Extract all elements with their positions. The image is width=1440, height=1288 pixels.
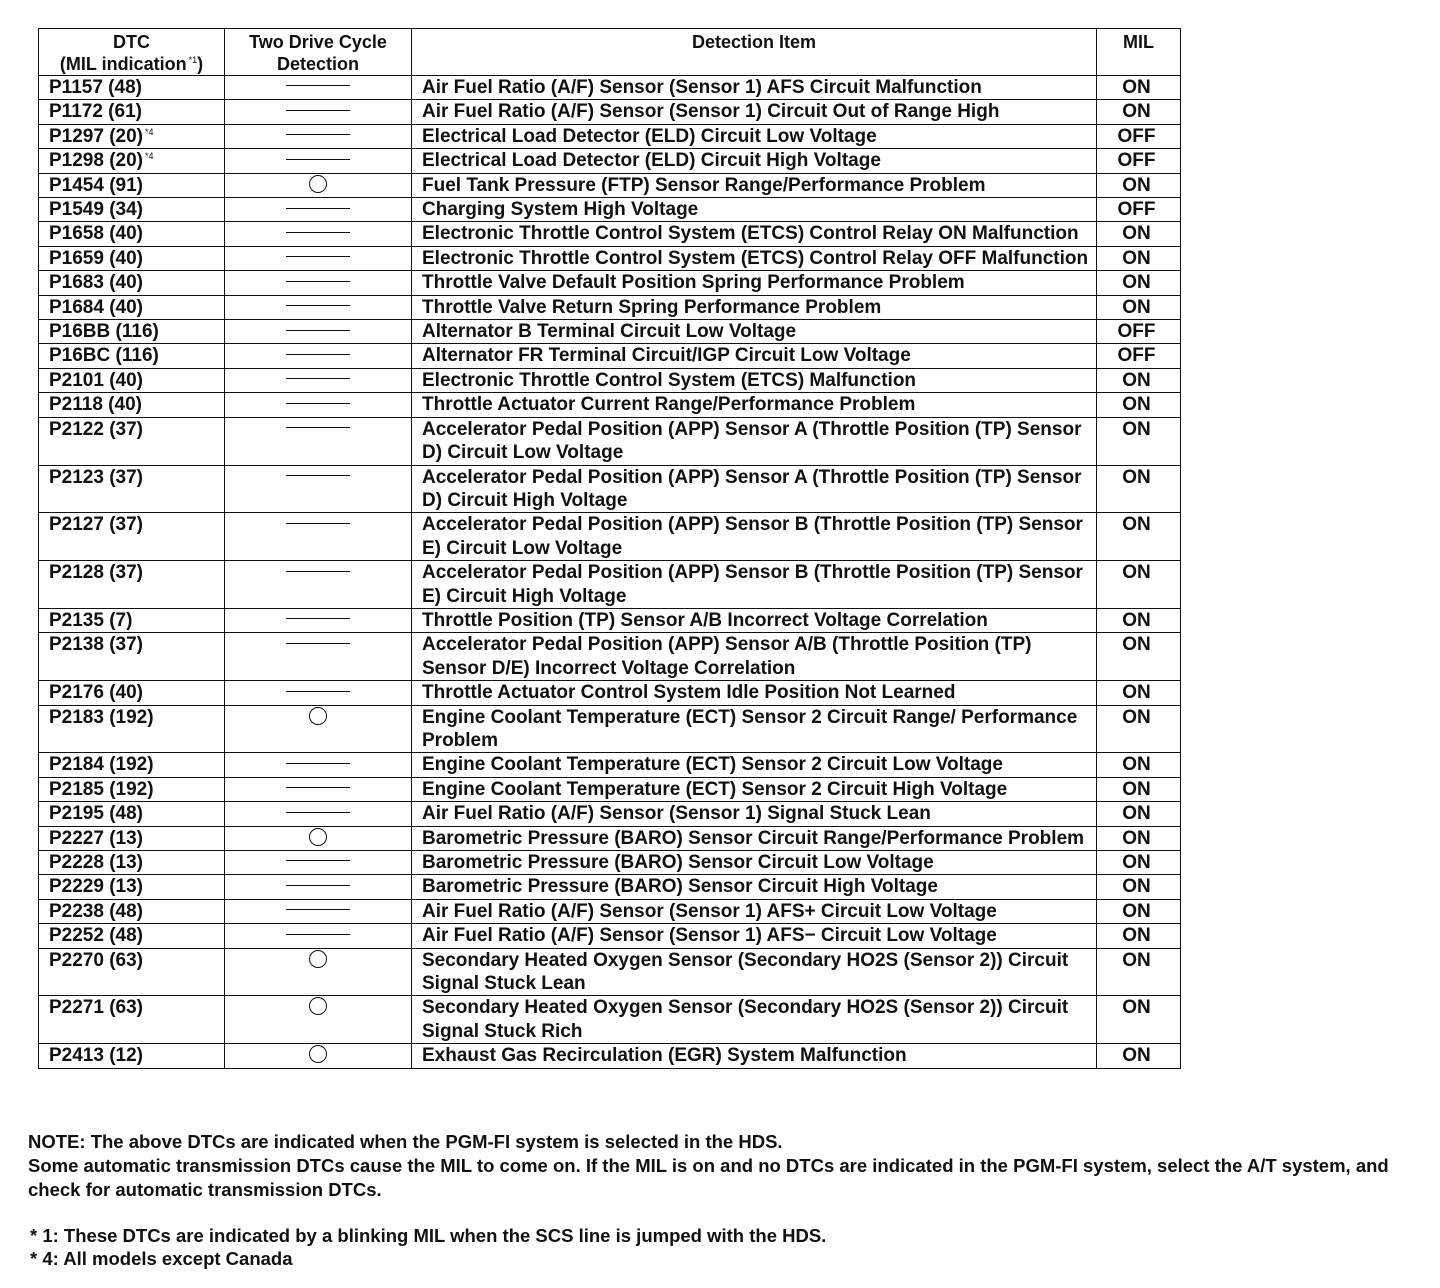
mil-status: ON: [1097, 513, 1181, 561]
mil-status: ON: [1097, 875, 1181, 899]
dtc-code: P2138 (37): [49, 634, 144, 656]
two-drive-cycle-cell: [225, 777, 412, 801]
detection-item: Fuel Tank Pressure (FTP) Sensor Range/Performance Problem: [412, 173, 1097, 197]
table-row: [39, 899, 1181, 923]
two-drive-cycle-cell: [225, 124, 412, 148]
two-drive-cycle-circle-icon: [309, 707, 327, 725]
dtc-code: P2184 (192): [49, 754, 154, 776]
detection-item: Secondary Heated Oxygen Sensor (Secondary HO2S (Sensor 2)) Circuit Signal Stuck Lean: [412, 948, 1097, 996]
two-drive-cycle-cell: [225, 222, 412, 246]
dtc-code: P2229 (13): [49, 876, 144, 898]
mil-status: ON: [1097, 561, 1181, 609]
dtc-code: P16BB (116): [49, 321, 159, 343]
not-applicable-dash-icon: [286, 354, 350, 355]
dtc-code: P1454 (91): [49, 174, 144, 196]
dtc-code: P16BC (116): [49, 345, 159, 367]
mil-status: ON: [1097, 851, 1181, 875]
detection-item: Engine Coolant Temperature (ECT) Sensor 2 Circuit High Voltage: [412, 777, 1097, 801]
header-dtc: [39, 29, 225, 76]
mil-status: OFF: [1097, 149, 1181, 173]
dtc-code: P2118 (40): [49, 394, 142, 416]
dtc-code-cell: [39, 513, 225, 561]
detection-item: Accelerator Pedal Position (APP) Sensor B (Throttle Position (TP) Sensor E) Circuit Low Voltage: [412, 513, 1097, 561]
dtc-code-cell: [39, 826, 225, 850]
two-drive-cycle-cell: [225, 344, 412, 368]
header-two-line1: Two Drive Cycle: [249, 32, 387, 52]
dtc-code-cell: [39, 1044, 225, 1068]
detection-item: Air Fuel Ratio (A/F) Sensor (Sensor 1) AFS+ Circuit Low Voltage: [412, 899, 1097, 923]
two-drive-cycle-cell: [225, 633, 412, 681]
not-applicable-dash-icon: [286, 523, 350, 524]
mil-status: ON: [1097, 924, 1181, 948]
dtc-code-cell: [39, 76, 225, 100]
table-row: [39, 271, 1181, 295]
dtc-code: P2122 (37): [49, 418, 144, 440]
dtc-code: P2127 (37): [49, 514, 144, 536]
two-drive-cycle-cell: [225, 271, 412, 295]
dtc-code: P2252 (48): [49, 925, 144, 947]
footnote-1: * 1: These DTCs are indicated by a blinking MIL when the SCS line is jumped with the HDS.: [30, 1225, 827, 1246]
dtc-footnote-mark: *4: [145, 151, 154, 162]
dtc-code-cell: [39, 777, 225, 801]
dtc-code-cell: [39, 124, 225, 148]
table-header-row: [39, 29, 1181, 76]
header-mil: MIL: [1097, 29, 1181, 76]
dtc-code-cell: [39, 924, 225, 948]
not-applicable-dash-icon: [286, 208, 350, 209]
dtc-code: P2227 (13): [49, 827, 144, 849]
two-drive-cycle-cell: [225, 76, 412, 100]
dtc-code: P1298 (20): [49, 150, 144, 172]
two-drive-cycle-cell: [225, 561, 412, 609]
two-drive-cycle-circle-icon: [309, 997, 327, 1015]
table-row: [39, 753, 1181, 777]
not-applicable-dash-icon: [286, 427, 350, 428]
detection-item: Exhaust Gas Recirculation (EGR) System Malfunction: [412, 1044, 1097, 1068]
mil-status: OFF: [1097, 198, 1181, 222]
dtc-code: P2123 (37): [49, 466, 144, 488]
dtc-code-cell: [39, 753, 225, 777]
detection-item: Electrical Load Detector (ELD) Circuit High Voltage: [412, 149, 1097, 173]
not-applicable-dash-icon: [286, 134, 350, 135]
not-applicable-dash-icon: [286, 860, 350, 861]
mil-status: ON: [1097, 996, 1181, 1044]
mil-status: ON: [1097, 417, 1181, 465]
detection-item: Barometric Pressure (BARO) Sensor Circuit Low Voltage: [412, 851, 1097, 875]
dtc-code-cell: [39, 802, 225, 826]
table-row: [39, 875, 1181, 899]
not-applicable-dash-icon: [286, 110, 350, 111]
two-drive-cycle-cell: [225, 149, 412, 173]
mil-status: ON: [1097, 899, 1181, 923]
two-drive-cycle-circle-icon: [309, 950, 327, 968]
dtc-code-cell: [39, 875, 225, 899]
two-drive-cycle-cell: [225, 753, 412, 777]
dtc-code-cell: [39, 198, 225, 222]
dtc-code: P1297 (20): [49, 125, 144, 147]
not-applicable-dash-icon: [286, 885, 350, 886]
two-drive-cycle-cell: [225, 513, 412, 561]
detection-item: Accelerator Pedal Position (APP) Sensor B (Throttle Position (TP) Sensor E) Circuit High Voltage: [412, 561, 1097, 609]
two-drive-cycle-cell: [225, 875, 412, 899]
dtc-code: P2195 (48): [49, 803, 144, 825]
table-row: [39, 633, 1181, 681]
mil-status: ON: [1097, 271, 1181, 295]
two-drive-cycle-cell: [225, 295, 412, 319]
dtc-code-cell: [39, 173, 225, 197]
dtc-table: [38, 28, 1181, 1069]
table-row: [39, 246, 1181, 270]
header-dtc-footnote-mark: *1: [188, 55, 198, 65]
dtc-code: P2128 (37): [49, 562, 144, 584]
detection-item: Alternator B Terminal Circuit Low Voltage: [412, 320, 1097, 344]
two-drive-cycle-cell: [225, 100, 412, 124]
dtc-code-cell: [39, 851, 225, 875]
detection-item: Barometric Pressure (BARO) Sensor Circuit Range/Performance Problem: [412, 826, 1097, 850]
table-row: [39, 681, 1181, 705]
dtc-code-cell: [39, 633, 225, 681]
header-two-drive-cycle: [225, 29, 412, 76]
not-applicable-dash-icon: [286, 787, 350, 788]
table-row: [39, 320, 1181, 344]
table-row: [39, 802, 1181, 826]
dtc-code: P2176 (40): [49, 682, 144, 704]
dtc-code-cell: [39, 417, 225, 465]
dtc-code-cell: [39, 222, 225, 246]
not-applicable-dash-icon: [286, 281, 350, 282]
mil-status: ON: [1097, 173, 1181, 197]
table-row: [39, 393, 1181, 417]
detection-item: Accelerator Pedal Position (APP) Sensor A (Throttle Position (TP) Sensor D) Circuit High Voltage: [412, 465, 1097, 513]
dtc-code-cell: [39, 465, 225, 513]
dtc-code: P2183 (192): [49, 706, 154, 728]
detection-item: Air Fuel Ratio (A/F) Sensor (Sensor 1) Signal Stuck Lean: [412, 802, 1097, 826]
table-row: [39, 198, 1181, 222]
detection-item: Secondary Heated Oxygen Sensor (Secondary HO2S (Sensor 2)) Circuit Signal Stuck Rich: [412, 996, 1097, 1044]
not-applicable-dash-icon: [286, 305, 350, 306]
notes-block: [28, 1130, 1428, 1202]
two-drive-cycle-cell: [225, 368, 412, 392]
note-line-1: NOTE: The above DTCs are indicated when the PGM-FI system is selected in the HDS.: [28, 1131, 783, 1152]
table-row: [39, 344, 1181, 368]
header-dtc-line1: DTC: [113, 32, 150, 52]
not-applicable-dash-icon: [286, 232, 350, 233]
detection-item: Air Fuel Ratio (A/F) Sensor (Sensor 1) Circuit Out of Range High: [412, 100, 1097, 124]
header-dtc-line2: (MIL indication: [59, 54, 187, 74]
mil-status: ON: [1097, 948, 1181, 996]
mil-status: ON: [1097, 753, 1181, 777]
not-applicable-dash-icon: [286, 618, 350, 619]
table-row: [39, 465, 1181, 513]
detection-item: Electrical Load Detector (ELD) Circuit Low Voltage: [412, 124, 1097, 148]
dtc-footnote-mark: *4: [145, 126, 154, 137]
table-row: [39, 996, 1181, 1044]
two-drive-cycle-cell: [225, 417, 412, 465]
two-drive-cycle-circle-icon: [309, 175, 327, 193]
detection-item: Air Fuel Ratio (A/F) Sensor (Sensor 1) AFS Circuit Malfunction: [412, 76, 1097, 100]
dtc-code-cell: [39, 149, 225, 173]
dtc-code: P2185 (192): [49, 778, 154, 800]
dtc-code: P2270 (63): [49, 949, 144, 971]
two-drive-cycle-cell: [225, 826, 412, 850]
dtc-code-cell: [39, 705, 225, 753]
table-row: [39, 1044, 1181, 1068]
two-drive-cycle-cell: [225, 948, 412, 996]
dtc-code-cell: [39, 271, 225, 295]
mil-status: OFF: [1097, 320, 1181, 344]
mil-status: ON: [1097, 368, 1181, 392]
table-row: [39, 368, 1181, 392]
dtc-table-body: [39, 76, 1181, 1069]
not-applicable-dash-icon: [286, 571, 350, 572]
two-drive-cycle-cell: [225, 246, 412, 270]
dtc-code: P2228 (13): [49, 852, 144, 873]
mil-status: ON: [1097, 777, 1181, 801]
mil-status: OFF: [1097, 344, 1181, 368]
mil-status: ON: [1097, 465, 1181, 513]
detection-item: Throttle Actuator Control System Idle Position Not Learned: [412, 681, 1097, 705]
two-drive-cycle-cell: [225, 705, 412, 753]
two-drive-cycle-cell: [225, 320, 412, 344]
not-applicable-dash-icon: [286, 475, 350, 476]
table-row: [39, 777, 1181, 801]
dtc-code: P1659 (40): [49, 247, 144, 269]
table-row: [39, 924, 1181, 948]
dtc-code: P2101 (40): [49, 369, 144, 391]
mil-status: ON: [1097, 393, 1181, 417]
dtc-code-cell: [39, 996, 225, 1044]
header-two-line2: Detection: [276, 54, 359, 74]
dtc-code: P2413 (12): [49, 1045, 144, 1067]
dtc-code: P1549 (34): [49, 199, 144, 221]
detection-item: Accelerator Pedal Position (APP) Sensor A/B (Throttle Position (TP) Sensor D/E) Incorrect Voltage Correlation: [412, 633, 1097, 681]
not-applicable-dash-icon: [286, 159, 350, 160]
dtc-code-cell: [39, 100, 225, 124]
not-applicable-dash-icon: [286, 934, 350, 935]
table-row: [39, 222, 1181, 246]
not-applicable-dash-icon: [286, 378, 350, 379]
not-applicable-dash-icon: [286, 812, 350, 813]
detection-item: Air Fuel Ratio (A/F) Sensor (Sensor 1) AFS− Circuit Low Voltage: [412, 924, 1097, 948]
detection-item: Barometric Pressure (BARO) Sensor Circuit High Voltage: [412, 875, 1097, 899]
mil-status: ON: [1097, 76, 1181, 100]
dtc-code-cell: [39, 393, 225, 417]
table-row: [39, 295, 1181, 319]
mil-status: ON: [1097, 1044, 1181, 1068]
detection-item: Throttle Position (TP) Sensor A/B Incorrect Voltage Correlation: [412, 608, 1097, 632]
detection-item: Engine Coolant Temperature (ECT) Sensor 2 Circuit Low Voltage: [412, 753, 1097, 777]
table-row: [39, 417, 1181, 465]
dtc-code: P1157 (48): [49, 77, 142, 98]
detection-item: Throttle Actuator Current Range/Performance Problem: [412, 393, 1097, 417]
two-drive-cycle-cell: [225, 996, 412, 1044]
dtc-code-cell: [39, 948, 225, 996]
two-drive-cycle-cell: [225, 851, 412, 875]
two-drive-cycle-cell: [225, 173, 412, 197]
detection-item: Charging System High Voltage: [412, 198, 1097, 222]
dtc-code-cell: [39, 295, 225, 319]
dtc-code: P2135 (7): [49, 609, 133, 631]
dtc-code: P2238 (48): [49, 900, 144, 922]
two-drive-cycle-cell: [225, 608, 412, 632]
not-applicable-dash-icon: [286, 763, 350, 764]
two-drive-cycle-cell: [225, 924, 412, 948]
detection-item: Alternator FR Terminal Circuit/IGP Circuit Low Voltage: [412, 344, 1097, 368]
mil-status: ON: [1097, 295, 1181, 319]
mil-status: ON: [1097, 633, 1181, 681]
table-row: [39, 851, 1181, 875]
detection-item: Electronic Throttle Control System (ETCS) Malfunction: [412, 368, 1097, 392]
mil-status: ON: [1097, 681, 1181, 705]
header-detection-item: Detection Item: [412, 29, 1097, 76]
detection-item: Throttle Valve Default Position Spring Performance Problem: [412, 271, 1097, 295]
mil-status: ON: [1097, 246, 1181, 270]
dtc-code-cell: [39, 899, 225, 923]
dtc-code-cell: [39, 681, 225, 705]
mil-status: ON: [1097, 826, 1181, 850]
detection-item: Throttle Valve Return Spring Performance Problem: [412, 295, 1097, 319]
mil-status: OFF: [1097, 124, 1181, 148]
detection-item: Accelerator Pedal Position (APP) Sensor A (Throttle Position (TP) Sensor D) Circuit Low Voltage: [412, 417, 1097, 465]
footnote-4: * 4: All models except Canada: [30, 1248, 293, 1269]
two-drive-cycle-cell: [225, 198, 412, 222]
mil-status: ON: [1097, 802, 1181, 826]
dtc-code: P1684 (40): [49, 296, 144, 318]
mil-status: ON: [1097, 100, 1181, 124]
two-drive-cycle-cell: [225, 681, 412, 705]
table-row: [39, 608, 1181, 632]
not-applicable-dash-icon: [286, 330, 350, 331]
dtc-code: P1172 (61): [49, 101, 142, 123]
mil-status: ON: [1097, 608, 1181, 632]
table-row: [39, 124, 1181, 148]
not-applicable-dash-icon: [286, 85, 350, 86]
not-applicable-dash-icon: [286, 256, 350, 257]
table-row: [39, 705, 1181, 753]
table-row: [39, 561, 1181, 609]
table-row: [39, 76, 1181, 100]
dtc-code-cell: [39, 561, 225, 609]
two-drive-cycle-cell: [225, 802, 412, 826]
dtc-code: P2271 (63): [49, 997, 144, 1019]
dtc-code-cell: [39, 246, 225, 270]
mil-status: ON: [1097, 705, 1181, 753]
not-applicable-dash-icon: [286, 909, 350, 910]
table-row: [39, 149, 1181, 173]
dtc-code-cell: [39, 320, 225, 344]
two-drive-cycle-cell: [225, 899, 412, 923]
not-applicable-dash-icon: [286, 403, 350, 404]
table-row: [39, 826, 1181, 850]
header-dtc-close: ): [197, 54, 204, 74]
two-drive-cycle-cell: [225, 465, 412, 513]
note-line-2: Some automatic transmission DTCs cause the MIL to come on. If the MIL is on and no DTCs are indicated in the PGM-FI system, select the A/T system, and check for automatic transmission DTCs.: [28, 1155, 1389, 1200]
two-drive-cycle-circle-icon: [309, 828, 327, 846]
dtc-code-cell: [39, 344, 225, 368]
dtc-code: P1683 (40): [49, 272, 144, 294]
two-drive-cycle-cell: [225, 1044, 412, 1068]
mil-status: ON: [1097, 222, 1181, 246]
dtc-code-cell: [39, 368, 225, 392]
table-row: [39, 948, 1181, 996]
table-row: [39, 100, 1181, 124]
detection-item: Engine Coolant Temperature (ECT) Sensor 2 Circuit Range/ Performance Problem: [412, 705, 1097, 753]
two-drive-cycle-circle-icon: [309, 1045, 327, 1063]
dtc-code: P1658 (40): [49, 223, 144, 245]
detection-item: Electronic Throttle Control System (ETCS) Control Relay OFF Malfunction: [412, 246, 1097, 270]
not-applicable-dash-icon: [286, 643, 350, 644]
table-row: [39, 513, 1181, 561]
table-row: [39, 173, 1181, 197]
not-applicable-dash-icon: [286, 691, 350, 692]
dtc-code-cell: [39, 608, 225, 632]
two-drive-cycle-cell: [225, 393, 412, 417]
detection-item: Electronic Throttle Control System (ETCS) Control Relay ON Malfunction: [412, 222, 1097, 246]
